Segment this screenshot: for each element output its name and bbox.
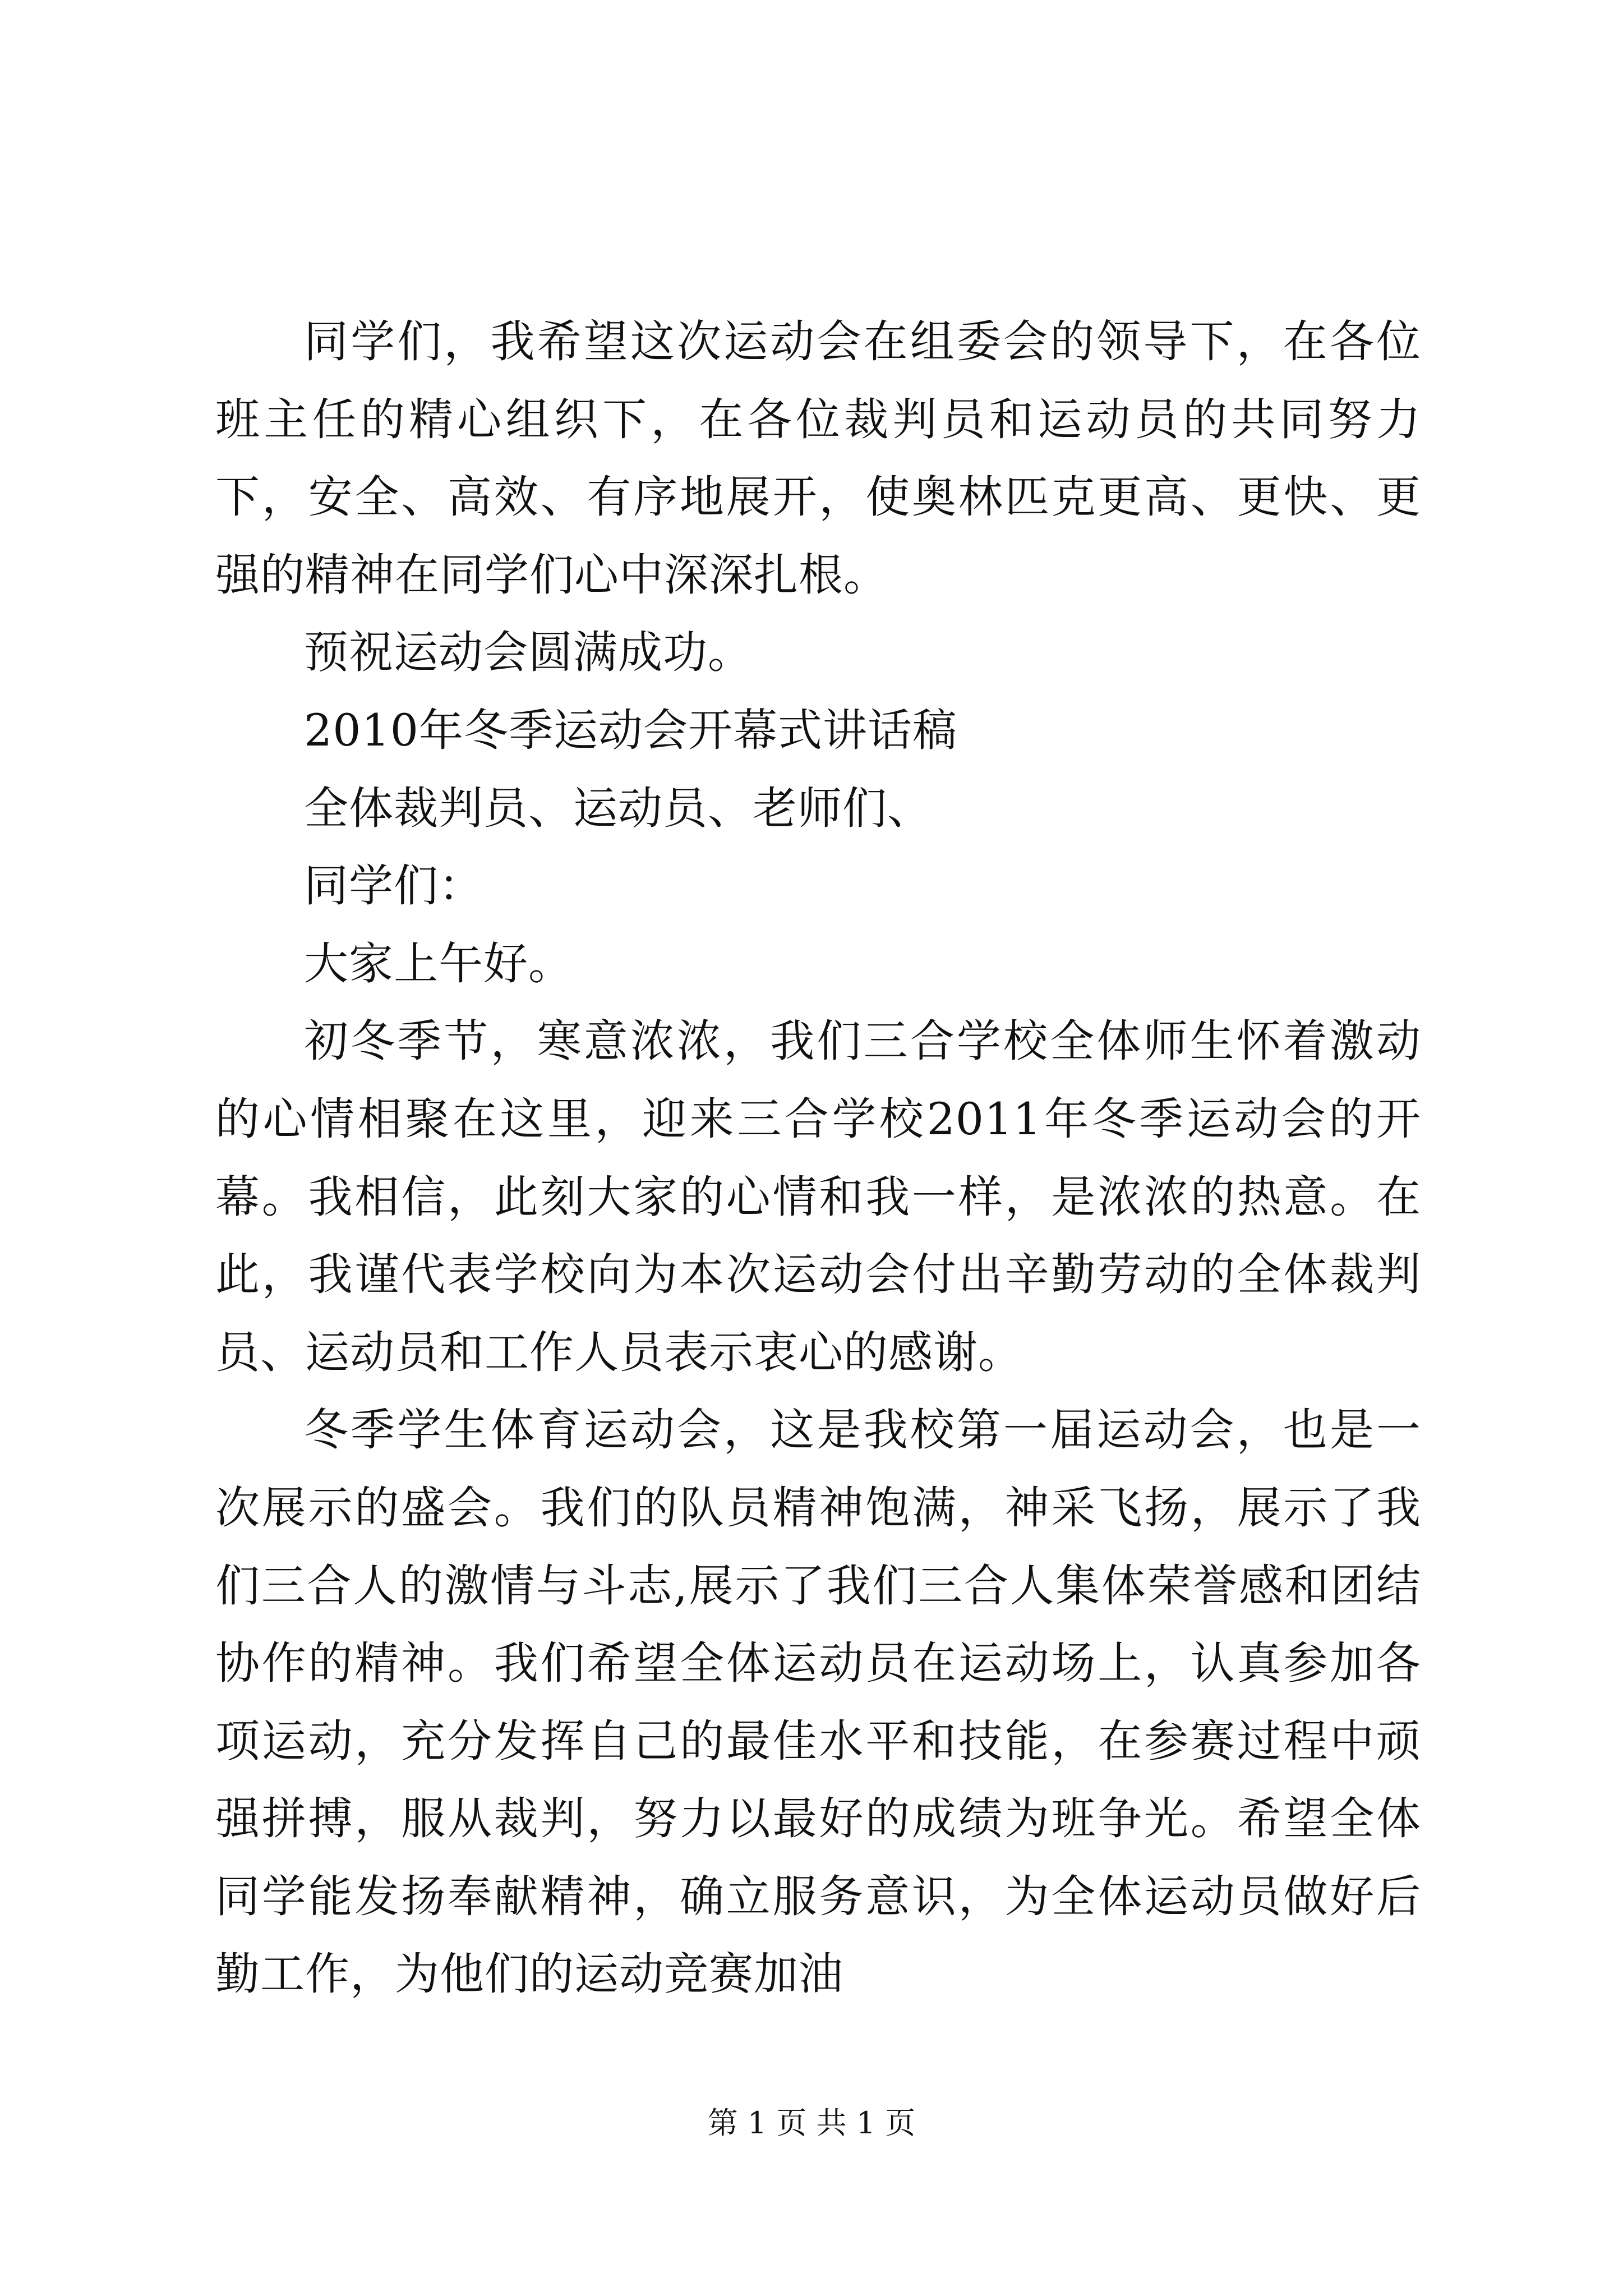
document-body	[215, 303, 1421, 2013]
salutation-line: 全体裁判员、运动员、老师们、	[304, 782, 932, 834]
page-footer: 第 1 页 共 1 页	[707, 2105, 916, 2141]
salutation-students: 同学们：	[304, 860, 483, 912]
paragraph-success: 预祝运动会圆满成功。	[304, 627, 753, 679]
paragraph-opening: 初冬季节，寒意浓浓，我们三合学校全体师生怀着激动的心情相聚在这里，迎来三合学校2011年冬季运动会的开幕。我相信，此刻大家的心情和我一样，是浓浓的热意。在此，我谨代表学校向为本次运动会付出辛勤劳动的全体裁判员、运动员和工作人员表示衷心的感谢。	[215, 1015, 1421, 1378]
paragraph-sports-meet: 冬季学生体育运动会，这是我校第一届运动会，也是一次展示的盛会。我们的队员精神饱满，神采飞扬，展示了我们三合人的激情与斗志,展示了我们三合人集体荣誉感和团结协作的精神。我们希望全体运动员在运动场上，认真参加各项运动，充分发挥自己的最佳水平和技能，在参赛过程中顽强拼搏，服从裁判，努力以最好的成绩为班争光。希望全体同学能发扬奉献精神，确立服务意识，为全体运动员做好后勤工作，为他们的运动竞赛加油	[215, 1404, 1421, 2000]
speech-title: 2010年冬季运动会开幕式讲话稿	[304, 704, 958, 756]
greeting: 大家上午好。	[304, 937, 573, 990]
paragraph-wish: 同学们，我希望这次运动会在组委会的领导下，在各位班主任的精心组织下，在各位裁判员和运动员的共同努力下，安全、高效、有序地展开，使奥林匹克更高、更快、更强的精神在同学们心中深深扎根。	[215, 316, 1421, 601]
